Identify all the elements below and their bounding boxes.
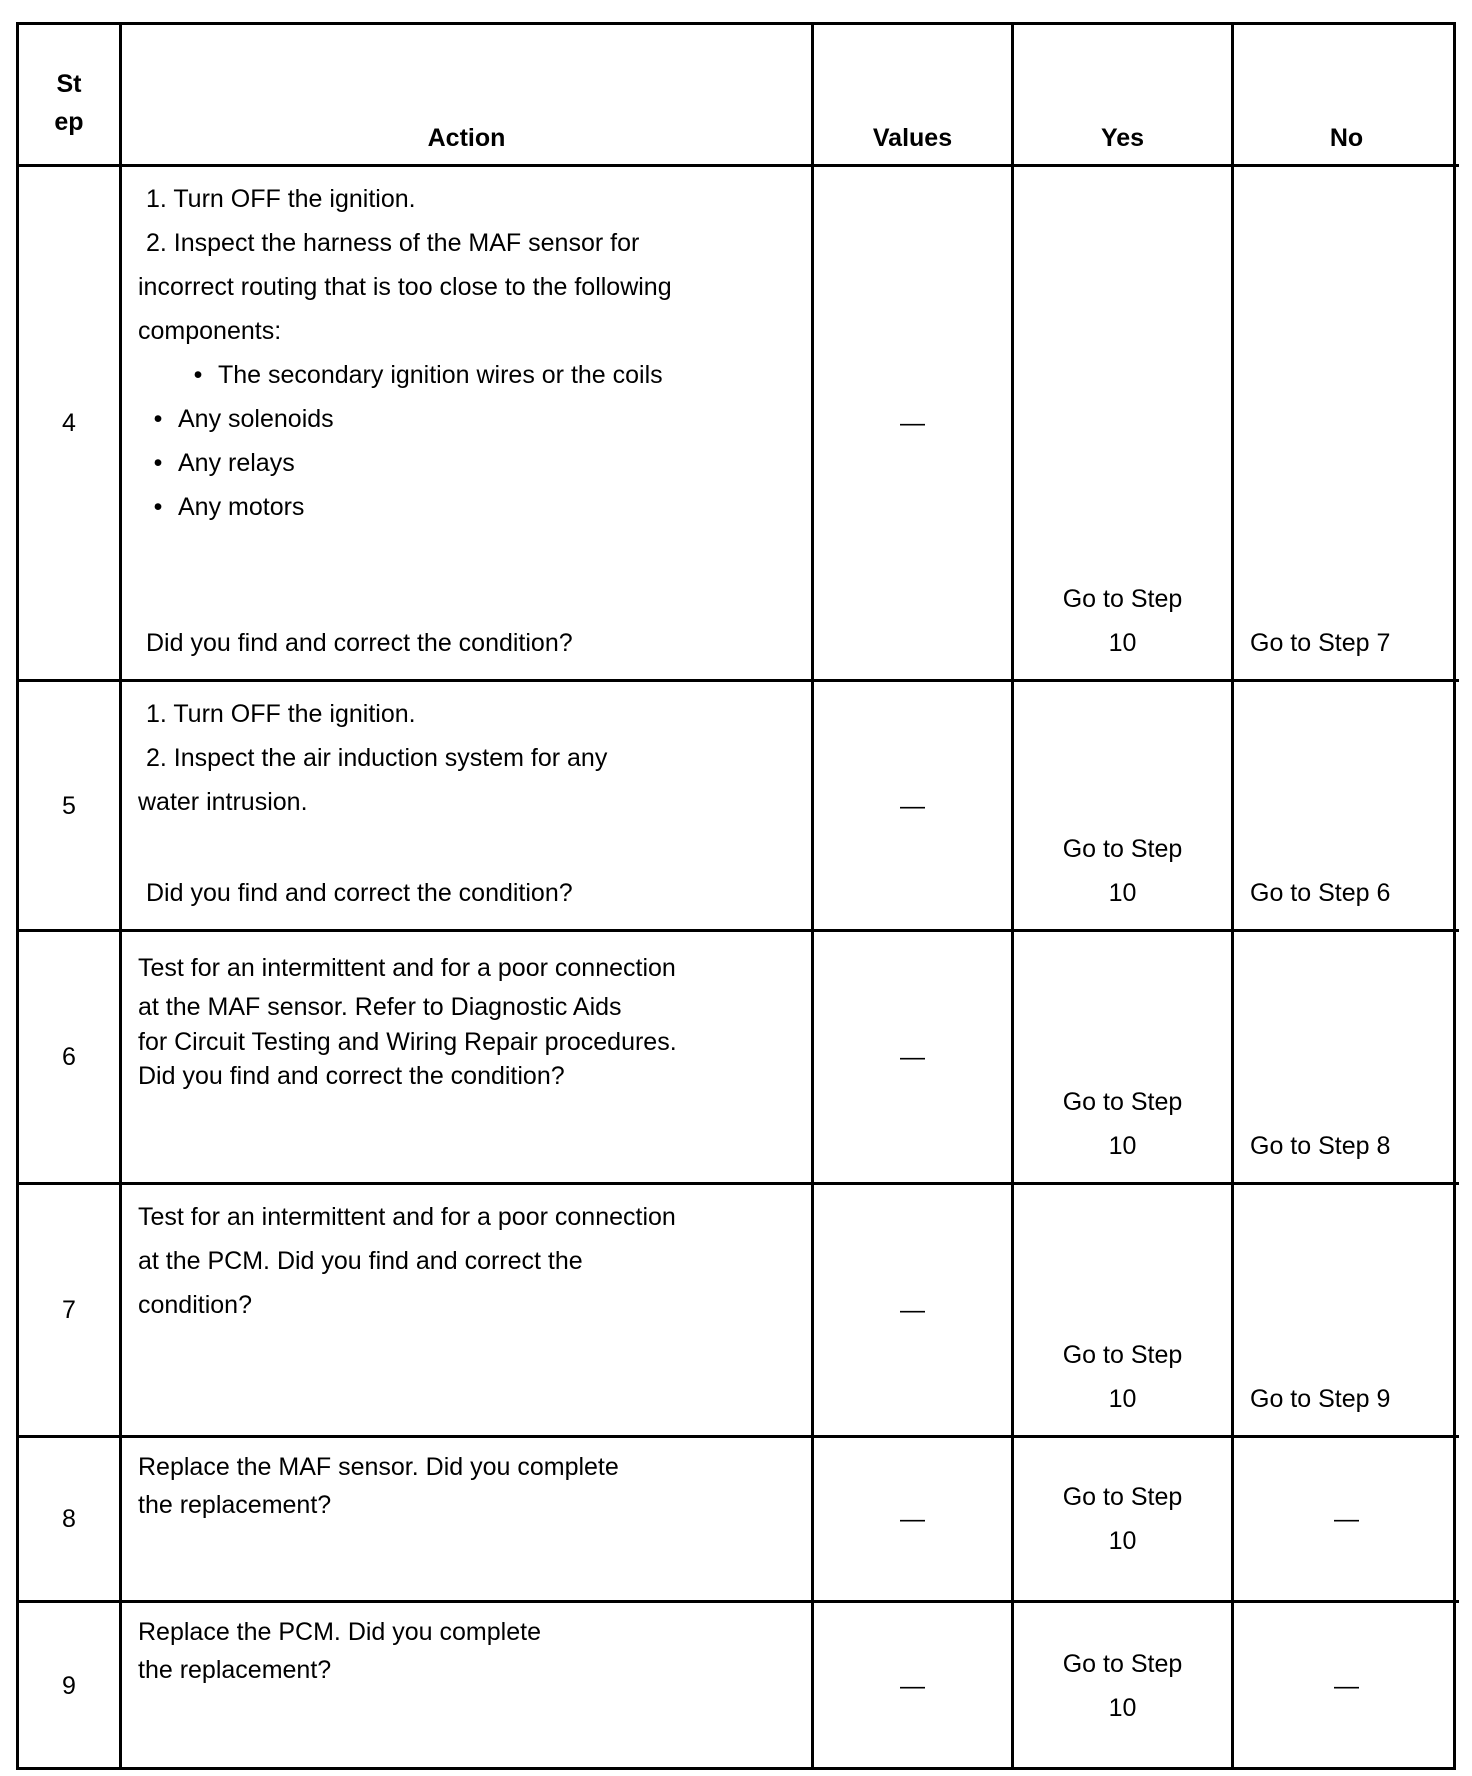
- bullet-icon: •: [193, 361, 203, 389]
- header-yes: Yes: [1014, 25, 1234, 167]
- values-cell: —: [814, 1185, 1014, 1438]
- yes-goto-step: 10: [1108, 1527, 1137, 1555]
- no-cell: [1234, 167, 1459, 682]
- step-number: 5: [19, 682, 122, 932]
- action-cell: [122, 932, 814, 1185]
- yes-goto-label: Go to Step: [1062, 1088, 1183, 1116]
- action-line: Test for an intermittent and for a poor connection: [138, 1203, 676, 1231]
- yes-goto-label: Go to Step: [1062, 1483, 1183, 1511]
- action-line: Replace the MAF sensor. Did you complete: [138, 1453, 619, 1481]
- no-cell: —: [1334, 1671, 1359, 1700]
- yes-cell: [1014, 1438, 1234, 1603]
- bullet-icon: •: [153, 449, 163, 477]
- bullet-item: • The secondary ignition wires or the coils: [138, 353, 811, 397]
- yes-cell: [1014, 167, 1234, 682]
- yes-cell: [1014, 1185, 1234, 1438]
- yes-cell: [1014, 682, 1234, 932]
- action-line: 2. Inspect the harness of the MAF sensor for: [146, 229, 640, 257]
- header-step-line-1: St: [56, 69, 82, 98]
- action-cell: [122, 167, 814, 682]
- step-number: 7: [19, 1185, 122, 1438]
- values-cell: —: [814, 1603, 1014, 1768]
- action-line: condition?: [138, 1291, 252, 1319]
- action-line: Did you find and correct the condition?: [138, 1062, 565, 1090]
- values-cell: —: [814, 167, 1014, 682]
- values-cell: —: [814, 1438, 1014, 1603]
- bullet-icon: •: [153, 405, 163, 433]
- action-cell: [122, 1438, 814, 1603]
- step-number: 4: [19, 167, 122, 682]
- action-line: incorrect routing that is too close to the following: [138, 273, 672, 301]
- yes-goto-step: 10: [1108, 1132, 1137, 1160]
- action-line: components:: [138, 317, 282, 345]
- yes-goto-label: Go to Step: [1062, 1649, 1183, 1678]
- no-goto: Go to Step 6: [1250, 879, 1391, 907]
- yes-goto-step: 10: [1108, 1385, 1137, 1413]
- action-line: 1. Turn OFF the ignition.: [146, 185, 416, 213]
- no-cell: [1234, 1185, 1459, 1438]
- values-cell: —: [814, 932, 1014, 1185]
- header-values: Values: [814, 25, 1014, 167]
- bullet-item: • Any motors: [138, 485, 811, 529]
- yes-goto-label: Go to Step: [1062, 1341, 1183, 1369]
- action-line: at the MAF sensor. Refer to Diagnostic Aids: [138, 993, 622, 1021]
- header-no: No: [1234, 25, 1459, 167]
- no-cell: [1234, 932, 1459, 1185]
- action-question: Did you find and correct the condition?: [146, 879, 573, 907]
- yes-goto-step: 10: [1108, 879, 1137, 907]
- action-cell: [122, 682, 814, 932]
- bullet-icon: •: [153, 493, 163, 521]
- action-line: for Circuit Testing and Wiring Repair procedures.: [138, 1028, 677, 1056]
- action-line: Replace the PCM. Did you complete: [138, 1618, 541, 1646]
- yes-cell: [1014, 1603, 1234, 1768]
- no-goto: Go to Step 9: [1250, 1385, 1391, 1413]
- action-line: at the PCM. Did you find and correct the: [138, 1247, 583, 1275]
- no-cell: [1234, 682, 1459, 932]
- yes-goto-label: Go to Step: [1062, 585, 1183, 613]
- step-number: 6: [19, 932, 122, 1185]
- header-step-line-2: ep: [54, 107, 84, 136]
- no-cell: —: [1234, 1438, 1459, 1603]
- diagnostic-table: [16, 22, 1456, 1770]
- step-number: 9: [19, 1603, 122, 1768]
- action-question: Did you find and correct the condition?: [146, 629, 573, 657]
- bullet-item: • Any solenoids: [138, 397, 811, 441]
- yes-goto-step: 10: [1108, 1693, 1137, 1722]
- values-cell: —: [814, 682, 1014, 932]
- header-action: Action: [122, 25, 814, 167]
- action-cell: [122, 1603, 814, 1768]
- header-step: [19, 25, 122, 167]
- no-goto: Go to Step 7: [1250, 629, 1391, 657]
- action-line: Test for an intermittent and for a poor connection: [138, 954, 676, 982]
- yes-goto-step: 10: [1108, 629, 1137, 657]
- action-line: 1. Turn OFF the ignition.: [146, 700, 416, 728]
- bullet-item: • Any relays: [138, 441, 811, 485]
- action-line: 2. Inspect the air induction system for any: [146, 744, 608, 772]
- action-line: water intrusion.: [138, 788, 308, 816]
- yes-goto-label: Go to Step: [1062, 835, 1183, 863]
- action-line: the replacement?: [138, 1491, 332, 1519]
- action-cell: [122, 1185, 814, 1438]
- no-goto: Go to Step 8: [1250, 1132, 1391, 1160]
- action-line: the replacement?: [138, 1656, 332, 1684]
- step-number: 8: [19, 1438, 122, 1603]
- yes-cell: [1014, 932, 1234, 1185]
